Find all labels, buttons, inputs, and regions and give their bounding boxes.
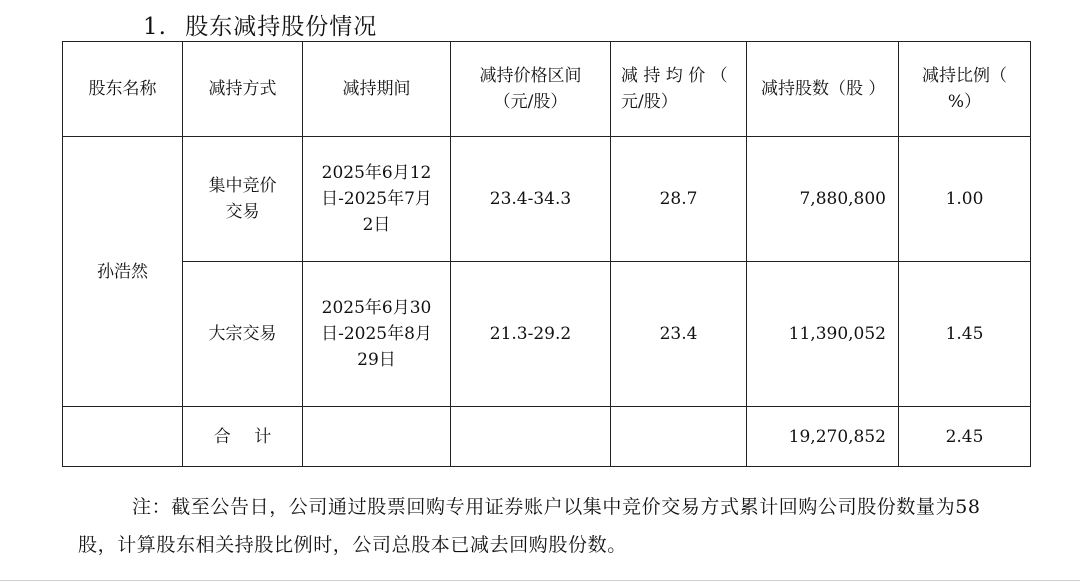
header-ratio: 减持比例（ %） [899, 42, 1031, 137]
row2-period: 2025年6月30日-2025年8月29日 [303, 262, 451, 407]
row2-ratio: 1.45 [899, 262, 1031, 407]
table-row [63, 262, 1031, 407]
footnote: 注：截至公告日，公司通过股票回购专用证券账户以集中竞价交易方式累计回购公司股份数量为58股，计算股东相关持股比例时，公司总股本已减去回购股份数。 [78, 496, 981, 556]
total-ratio: 2.45 [899, 407, 1031, 467]
share-reduction-table [62, 41, 1031, 467]
row1-ratio: 1.00 [899, 137, 1031, 262]
row1-price-range: 23.4-34.3 [451, 137, 611, 262]
shareholder-name: 孙浩然 [63, 137, 183, 407]
section-heading [143, 8, 377, 41]
row2-method: 大宗交易 [183, 262, 303, 407]
row1-period: 2025年6月12日-2025年7月2日 [303, 137, 451, 262]
header-avg-price: 减 持 均 价 （ 元/股） [611, 42, 747, 137]
total-price-range [451, 407, 611, 467]
page-bottom-divider [0, 580, 1080, 581]
total-empty-cell [63, 407, 183, 467]
table-row [63, 137, 1031, 262]
header-price-range: 减持价格区间（元/股） [451, 42, 611, 137]
section-title: 股东减持股份情况 [185, 14, 378, 40]
header-shares: 减持股数（股 ） [747, 42, 899, 137]
header-period: 减持期间 [303, 42, 451, 137]
total-label: 合 计 [183, 407, 303, 467]
total-row [63, 407, 1031, 467]
header-row [63, 42, 1031, 137]
section-number: 1. [143, 14, 167, 40]
row2-price-range: 21.3-29.2 [451, 262, 611, 407]
total-period [303, 407, 451, 467]
row2-avg-price: 23.4 [611, 262, 747, 407]
row2-shares: 11,390,052 [747, 262, 899, 407]
header-method: 减持方式 [183, 42, 303, 137]
header-shareholder: 股东名称 [63, 42, 183, 137]
row1-method: 集中竞价交易 [183, 137, 303, 262]
row1-avg-price: 28.7 [611, 137, 747, 262]
total-avg-price [611, 407, 747, 467]
row1-shares: 7,880,800 [747, 137, 899, 262]
total-shares: 19,270,852 [747, 407, 899, 467]
